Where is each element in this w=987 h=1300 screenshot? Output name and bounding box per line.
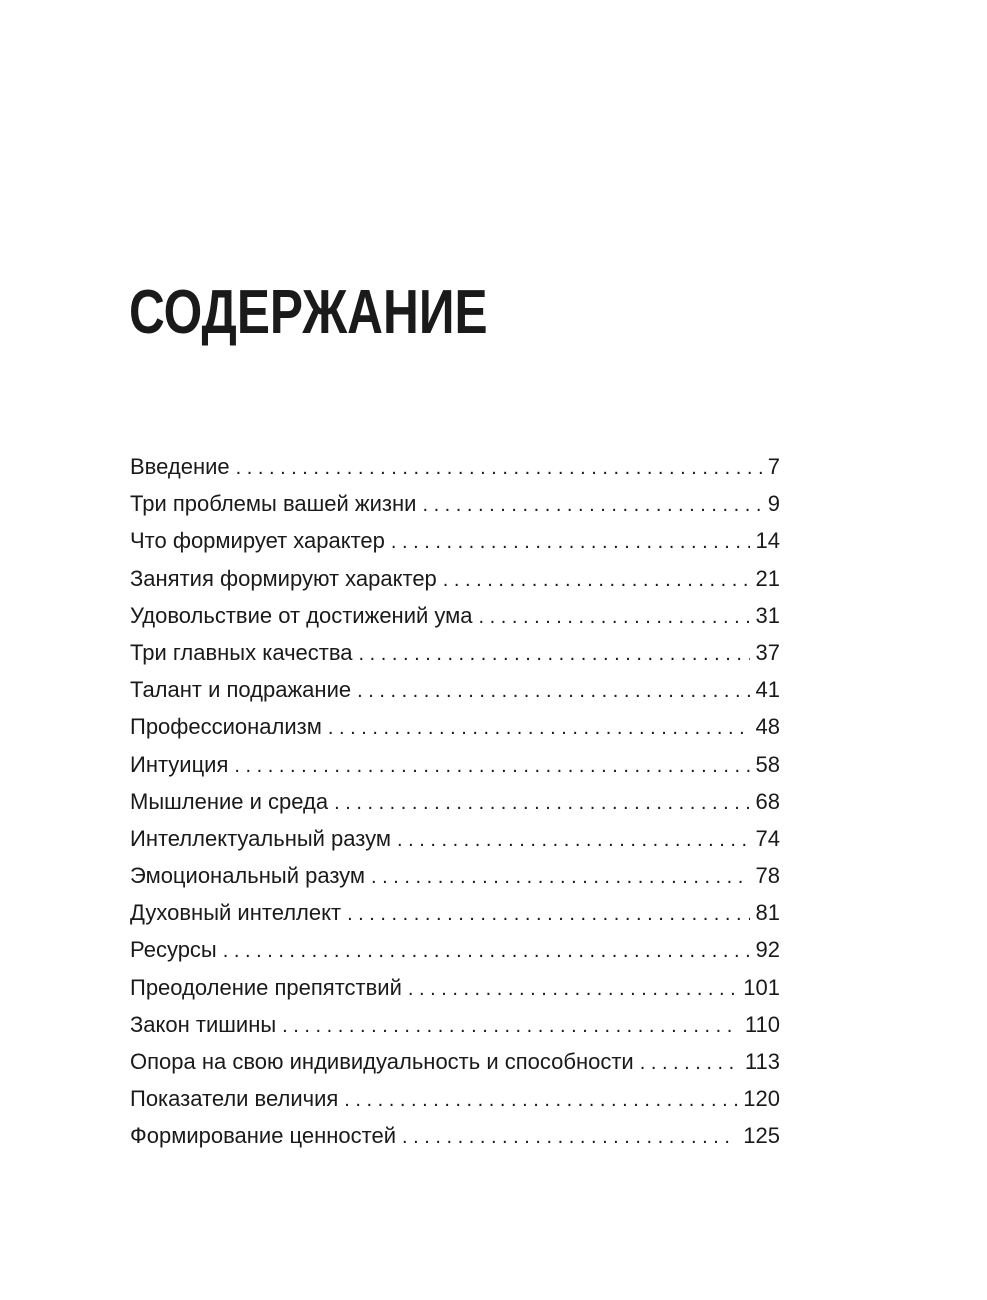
page-title: СОДЕРЖАНИЕ [129, 278, 488, 347]
toc-entry-page: 21 [755, 565, 780, 591]
dot-leader [347, 896, 749, 933]
dot-leader [443, 562, 750, 599]
toc-entry-page: 31 [755, 602, 780, 628]
dot-leader [402, 1119, 737, 1156]
dot-leader [223, 933, 750, 970]
toc-entry-title: Мышление и среда [130, 788, 329, 814]
toc-entry [130, 597, 780, 634]
toc-entry-page: 92 [755, 937, 780, 963]
toc-entry [130, 1043, 780, 1080]
toc-entry-title: Формирование ценностей [130, 1123, 397, 1149]
dot-leader [371, 859, 749, 896]
toc-entry-title: Удовольствие от достижений ума [130, 602, 473, 628]
table-of-contents [130, 448, 780, 1155]
toc-entry [130, 522, 780, 559]
dot-leader [640, 1045, 739, 1082]
toc-entry [130, 857, 780, 894]
toc-entry-page: 48 [755, 714, 780, 740]
toc-entry [130, 969, 780, 1006]
toc-entry-page: 110 [744, 1011, 780, 1037]
toc-entry-title: Ресурсы [130, 937, 217, 963]
toc-entry-page: 7 [767, 454, 780, 479]
dot-leader [234, 748, 749, 785]
toc-entry-title: Что формирует характер [130, 528, 385, 554]
toc-entry-page: 81 [755, 900, 780, 926]
dot-leader [344, 1082, 737, 1119]
dot-leader [422, 487, 761, 524]
toc-entry-title: Три главных качества [130, 639, 353, 665]
toc-entry [130, 820, 780, 857]
toc-entry [130, 1080, 780, 1117]
dot-leader [397, 822, 750, 859]
dot-leader [408, 971, 737, 1008]
toc-entry [130, 560, 780, 597]
toc-entry-title: Талант и подражание [130, 677, 352, 703]
toc-entry [130, 1006, 780, 1043]
toc-entry [130, 931, 780, 968]
toc-entry-title: Эмоциональный разум [130, 863, 366, 889]
toc-entry [130, 783, 780, 820]
toc-entry [130, 485, 780, 522]
toc-entry [130, 894, 780, 931]
dot-leader [391, 524, 750, 561]
dot-leader [479, 599, 750, 636]
toc-entry-title: Интеллектуальный разум [130, 825, 391, 851]
toc-entry-title: Занятия формируют характер [130, 565, 437, 591]
dot-leader [357, 673, 749, 710]
toc-entry-page: 68 [755, 788, 780, 814]
toc-entry-title: Интуиция [130, 751, 229, 777]
toc-entry-page: 78 [755, 863, 780, 889]
toc-entry-page: 74 [755, 825, 780, 851]
toc-entry-title: Преодоление препятствий [130, 974, 402, 1000]
toc-entry-page: 101 [743, 974, 780, 1000]
dot-leader [236, 450, 762, 487]
dot-leader [359, 636, 750, 673]
toc-entry [130, 708, 780, 745]
toc-entry-title: Духовный интеллект [130, 900, 342, 926]
toc-entry-page: 125 [743, 1123, 780, 1149]
toc-entry [130, 448, 780, 485]
toc-entry-page: 37 [755, 639, 780, 665]
toc-entry-page: 41 [755, 677, 780, 703]
toc-entry-title: Закон тишины [130, 1011, 277, 1037]
toc-entry-page: 120 [743, 1086, 780, 1112]
toc-entry-title: Введение [130, 454, 230, 479]
toc-entry [130, 634, 780, 671]
toc-entry-page: 113 [744, 1049, 780, 1074]
dot-leader [328, 710, 750, 747]
toc-entry [130, 671, 780, 708]
toc-entry-title: Показатели величия [130, 1086, 339, 1112]
toc-entry-title: Три проблемы вашей жизни [130, 491, 417, 517]
toc-entry-page: 58 [755, 751, 780, 777]
toc-entry-page: 9 [767, 491, 780, 517]
toc-entry [130, 1117, 780, 1154]
toc-entry-page: 14 [755, 528, 780, 554]
toc-entry [130, 746, 780, 783]
dot-leader [282, 1008, 739, 1045]
dot-leader [334, 785, 749, 822]
toc-entry-title: Опора на свою индивидуальность и способности [130, 1049, 634, 1074]
toc-entry-title: Профессионализм [130, 714, 322, 740]
